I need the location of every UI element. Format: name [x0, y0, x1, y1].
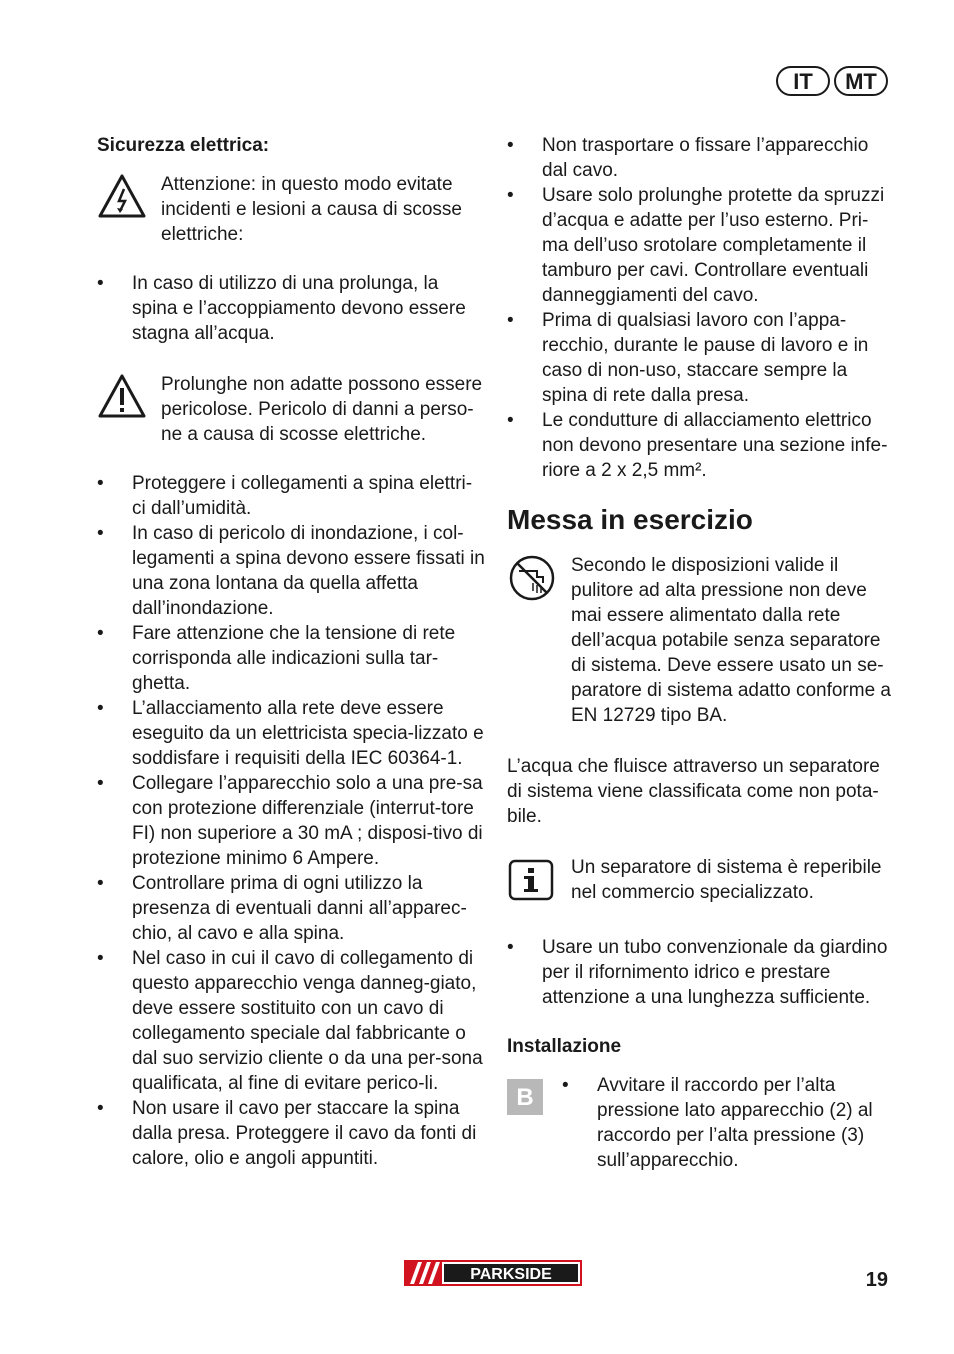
warning-note-shock-text: Attenzione: in questo modo evitate incidenti e lesioni a causa di scosse elettriche:	[161, 174, 463, 245]
warning-note-extension	[97, 372, 485, 447]
parkside-logo	[404, 1260, 582, 1286]
right-column	[507, 133, 893, 1173]
section-title: Messa in esercizio	[507, 504, 753, 535]
list-item: • Non trasportare o fissare l’apparecchio dal cavo.	[507, 133, 893, 183]
list-item: • Non usare il cavo per staccare la spina dalla presa. Proteggere il cavo da fonti di calore, olio e angoli appuntiti.	[97, 1096, 485, 1171]
warning-icon	[97, 372, 147, 422]
list-item: • Usare solo prolunghe protette da spruzzi d’acqua e adatte per l’uso esterno. Pri-ma dell’uso srotolare completamente il tamburo per cavi. Controllare eventuali danneggiamenti del cavo.	[507, 183, 893, 308]
page-number: 19	[865, 1269, 888, 1291]
note-water-supply	[507, 553, 893, 728]
language-badges	[776, 66, 888, 96]
electrical-safety-heading: Sicurezza elettrica:	[97, 135, 270, 156]
list-item: • Collegare l’apparecchio solo a una pre-sa con protezione differenziale (interrut-tore FI) non superiore a 30 mA ; disposi-tivo di protezione minimo 6 Ampere.	[97, 771, 485, 871]
installation-step	[507, 1073, 893, 1173]
list-item: • Controllare prima di ogni utilizzo la presenza di eventuali danni all’apparec-chio, al cavo e alla spina.	[97, 871, 485, 946]
bullet-list-hose	[507, 935, 893, 1010]
figure-reference-badge: B	[507, 1079, 543, 1115]
bullet-list-safety	[97, 471, 485, 1171]
electric-hazard-icon	[97, 172, 147, 222]
brand-name: PARKSIDE	[470, 1266, 552, 1283]
list-item: • Proteggere i collegamenti a spina elettri-ci dall’umidità.	[97, 471, 485, 521]
warning-note-extension-text: Prolunghe non adatte possono essere pericolose. Pericolo di danni a perso-ne a causa di scosse elettriche.	[161, 374, 483, 445]
note-water-supply-text: Secondo le disposizioni valide il pulitore ad alta pressione non deve mai essere alimentato dalla rete dell’acqua potabile senza separatore di sistema. Deve essere usato un se-paratore di sistema adatto conforme a EN 12729 tipo BA.	[571, 555, 892, 726]
list-item: • Nel caso in cui il cavo di collegamento di questo apparecchio venga danneg-giato, deve essere sostituito con un cavo di collegamento speciale dal fabbricante o dal suo servizio cliente o da una per-sona qualificata, al fine di evitare perico-li.	[97, 946, 485, 1096]
list-item: • L’allacciamento alla rete deve essere eseguito da un elettricista specia-lizzato e soddisfare i requisiti della IEC 60364-1.	[97, 696, 485, 771]
info-note-separator	[507, 855, 893, 911]
bullet-list-cable	[507, 133, 893, 483]
installation-heading: Installazione	[507, 1036, 622, 1057]
lang-badge-mt: MT	[834, 66, 888, 96]
left-column	[97, 133, 485, 1171]
list-item: • Avvitare il raccordo per l’alta pressione lato apparecchio (2) al raccordo per l’alta pressione (3) sull’apparecchio.	[562, 1073, 893, 1173]
list-item: • Prima di qualsiasi lavoro con l’appa-recchio, durante le pause di lavoro e in caso di non-uso, staccare sempre la spina di rete dalla presa.	[507, 308, 893, 408]
warning-note-shock	[97, 172, 485, 247]
paragraph-non-potable: L’acqua che fluisce attraverso un separatore di sistema viene classificata come non pota-bile.	[507, 756, 880, 827]
bullet-list-extension	[97, 271, 485, 346]
lang-badge-it: IT	[776, 66, 830, 96]
list-item: • In caso di pericolo di inondazione, i col-legamenti a spina devono essere fissati in una zona lontana da quella affetta dall’inondazione.	[97, 521, 485, 621]
bullet-list-installation	[562, 1073, 893, 1173]
list-item: • Le condutture di allacciamento elettrico non devono presentare una sezione infe-riore a 2 x 2,5 mm².	[507, 408, 893, 483]
list-item: • Fare attenzione che la tensione di rete corrisponda alle indicazioni sulla tar-ghetta.	[97, 621, 485, 696]
no-drinking-water-icon	[507, 553, 557, 603]
info-note-separator-text: Un separatore di sistema è reperibile nel commercio specializzato.	[571, 857, 882, 903]
info-icon	[507, 855, 557, 905]
list-item: • Usare un tubo convenzionale da giardino per il rifornimento idrico e prestare attenzione a una lunghezza sufficiente.	[507, 935, 893, 1010]
list-item: • In caso di utilizzo di una prolunga, la spina e l’accoppiamento devono essere stagna all’acqua.	[97, 271, 485, 346]
